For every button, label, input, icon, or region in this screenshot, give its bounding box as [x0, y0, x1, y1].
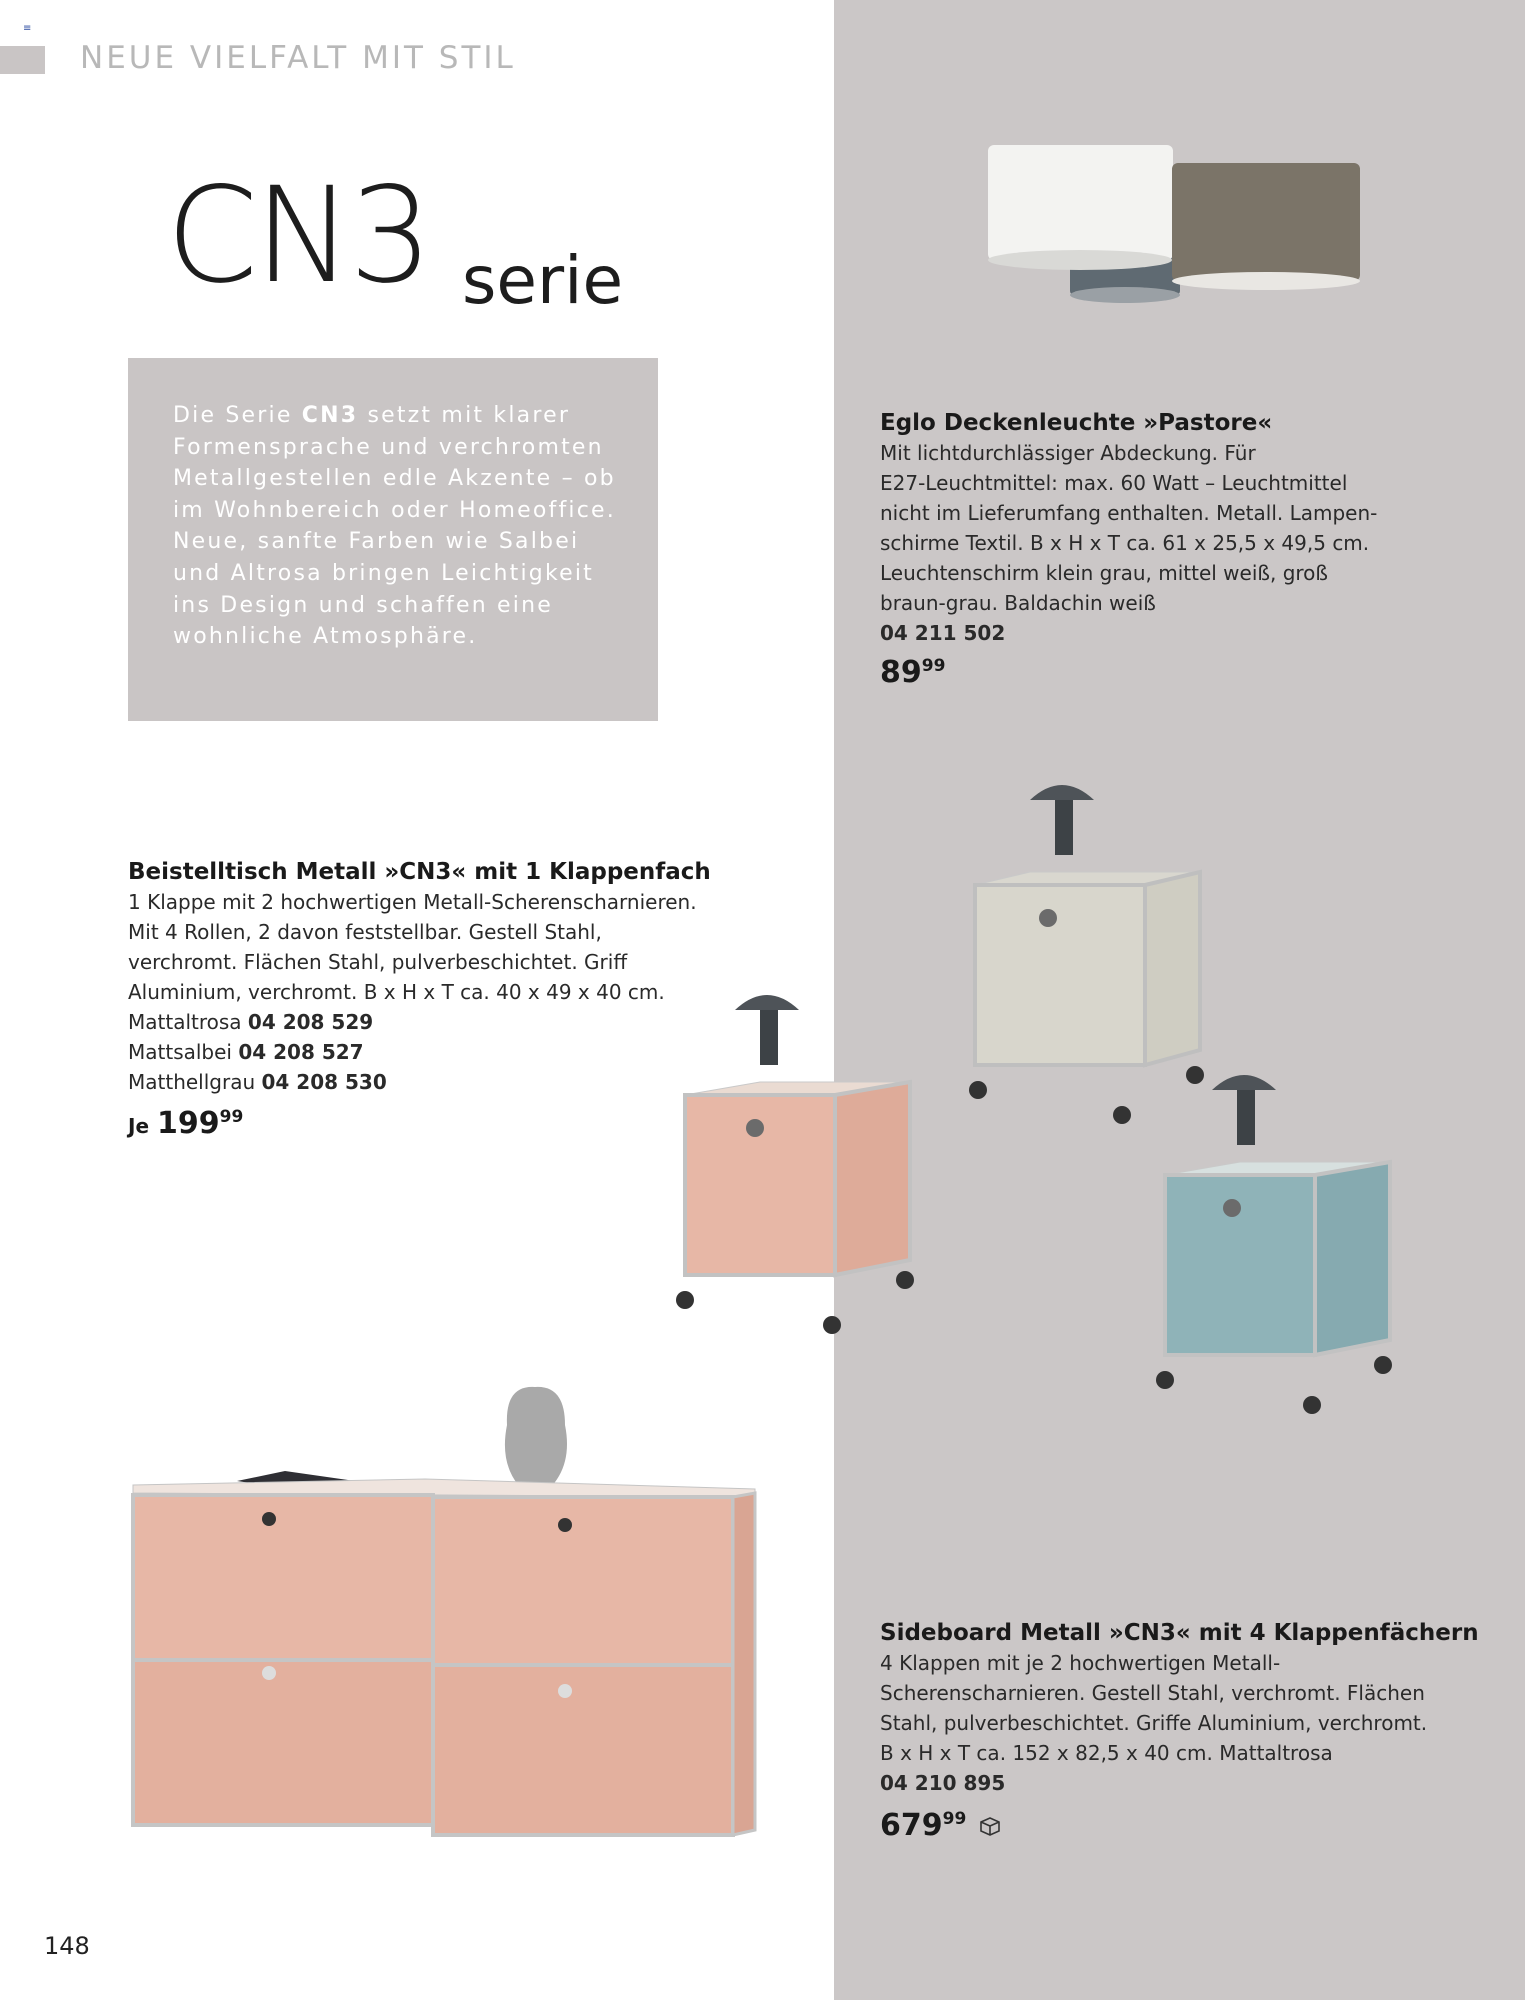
- variant-label: Matthellgrau: [128, 1070, 256, 1094]
- sideboard-line: Stahl, pulverbeschichtet. Griffe Aluminium, verchromt.: [880, 1711, 1428, 1735]
- lamp-line: schirme Textil. B x H x T ca. 61 x 25,5 x 49,5 cm.: [880, 531, 1370, 555]
- lamp-line: Leuchtenschirm klein grau, mittel weiß, groß: [880, 561, 1329, 585]
- sideboard-image: [125, 1385, 765, 1875]
- side-table-price-cents: 99: [219, 1107, 244, 1127]
- section-marker-bar: [0, 46, 45, 74]
- lamp-line: Mit lichtdurchlässiger Abdeckung. Für: [880, 441, 1256, 465]
- delivery-box-icon: [978, 1809, 1002, 1844]
- sideboard-line: Scherenscharnieren. Gestell Stahl, verchromt. Flächen: [880, 1681, 1425, 1705]
- sideboard-price: [880, 1808, 1002, 1844]
- lamp-line: braun-grau. Baldachin weiß: [880, 591, 1156, 615]
- variant-row: [128, 1037, 728, 1067]
- lamp-article-number: 04 211 502: [880, 621, 1006, 645]
- side-table-rose-image: [670, 990, 920, 1340]
- variant-number: 04 208 527: [238, 1040, 364, 1064]
- sideboard-title: Sideboard Metall »CN3« mit 4 Klappenfächern: [880, 1620, 1479, 1646]
- price-prefix: Je: [128, 1114, 150, 1138]
- sideboard-line: 4 Klappen mit je 2 hochwertigen Metall-: [880, 1651, 1281, 1675]
- sideboard-article-number: 04 210 895: [880, 1771, 1006, 1795]
- sideboard-description: [880, 1618, 1500, 1798]
- side-table-title: Beistelltisch Metall »CN3« mit 1 Klappenfach: [128, 859, 711, 885]
- lamp-line: E27-Leuchtmittel: max. 60 Watt – Leuchtmittel: [880, 471, 1348, 495]
- series-name: CN3: [166, 159, 429, 313]
- intro-text: [173, 400, 633, 653]
- side-table-line: verchromt. Flächen Stahl, pulverbeschichtet. Griff: [128, 950, 628, 974]
- lamp-line: nicht im Lieferumfang enthalten. Metall. Lampen-: [880, 501, 1378, 525]
- intro-text-part: Die Serie: [173, 403, 302, 428]
- variant-label: Mattsalbei: [128, 1040, 232, 1064]
- side-table-description: [128, 857, 728, 1097]
- lamp-description: [880, 408, 1480, 648]
- series-suffix: serie: [462, 242, 624, 319]
- variant-row: [128, 1007, 728, 1037]
- lamp-title: Eglo Deckenleuchte »Pastore«: [880, 410, 1273, 436]
- side-table-line: Aluminium, verchromt. B x H x T ca. 40 x 49 x 40 cm.: [128, 980, 665, 1004]
- side-table-price-main: 199: [157, 1106, 220, 1141]
- variant-label: Mattaltrosa: [128, 1010, 242, 1034]
- side-table-sage-image: [1150, 1070, 1400, 1420]
- lamp-price: [880, 655, 945, 690]
- ceiling-lamp-image: [980, 135, 1385, 325]
- side-table-line: 1 Klappe mit 2 hochwertigen Metall-Scherenscharnieren.: [128, 890, 697, 914]
- lamp-price-cents: 99: [921, 656, 946, 676]
- side-table-price: [128, 1106, 243, 1141]
- page-number: 148: [44, 1932, 90, 1960]
- side-table-line: Mit 4 Rollen, 2 davon feststellbar. Gestell Stahl,: [128, 920, 602, 944]
- intro-text-part: setzt mit klarer Formensprache und verchromten Metallgestellen edle Akzente – ob im Wohnbereich oder Homeoffice. Neue, sanfte Farben wie Salbei und Altrosa bringen Leichtigkeit ins Design und schaffen eine wohnliche Atmosphäre.: [173, 403, 616, 650]
- variant-number: 04 208 530: [261, 1070, 387, 1094]
- variant-number: 04 208 529: [247, 1010, 374, 1034]
- lamp-price-main: 89: [880, 655, 922, 690]
- sideboard-line: B x H x T ca. 152 x 82,5 x 40 cm. Mattaltrosa: [880, 1741, 1333, 1765]
- intro-text-bold: CN3: [301, 403, 359, 428]
- menu-icon: ≡: [23, 23, 32, 34]
- sideboard-price-cents: 99: [942, 1809, 967, 1829]
- section-title: NEUE VIELFALT MIT STIL: [80, 40, 516, 76]
- sideboard-price-main: 679: [880, 1808, 943, 1843]
- variant-row: [128, 1067, 728, 1097]
